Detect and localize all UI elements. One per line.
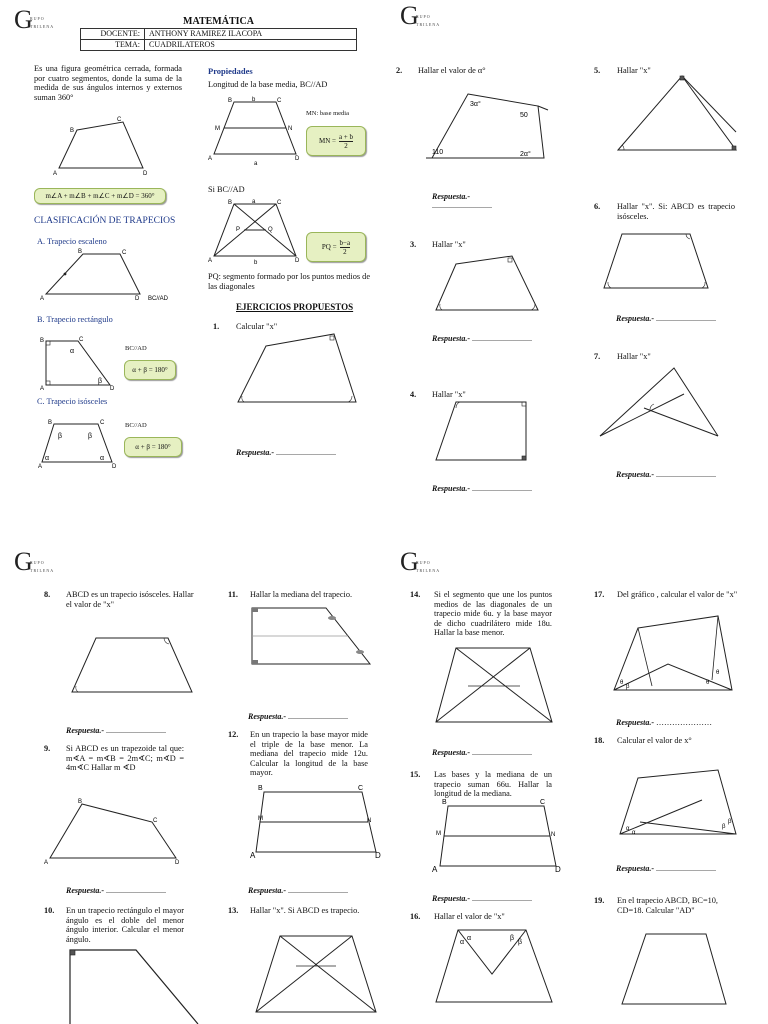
svg-text:N: N xyxy=(551,832,556,838)
page-3 xyxy=(0,512,384,1024)
svg-text:P: P xyxy=(236,227,241,233)
problem-17-text: Del gráfico , calcular el valor de "x" xyxy=(617,590,738,599)
diag-formula: PQ = $\frac{b-a}{2}$ xyxy=(306,232,366,262)
svg-text:D: D xyxy=(175,860,180,866)
properties-title: Propiedades xyxy=(208,66,253,76)
problem-15-answer: Respuesta.- .............................. xyxy=(432,894,532,903)
problem-8-number: 8. xyxy=(44,590,51,599)
problem-9-number: 9. xyxy=(44,744,51,753)
svg-text:2α°: 2α° xyxy=(520,151,531,158)
svg-text:α: α xyxy=(100,455,105,462)
intro-quadrilateral xyxy=(55,112,155,177)
svg-text:a: a xyxy=(254,161,258,167)
problem-16-text: Hallar el valor de "x" xyxy=(434,912,505,921)
svg-text:a: a xyxy=(252,199,256,205)
problem-4-number: 4. xyxy=(410,390,417,399)
svg-text:β: β xyxy=(98,378,103,385)
svg-text:C: C xyxy=(122,250,127,256)
problem-6-text: Hallar "x". Si: ABCD es trapecio isósceles. xyxy=(617,202,735,221)
problem-15-number: 15. xyxy=(410,770,421,779)
svg-text:D: D xyxy=(295,156,300,162)
problem-18-figure xyxy=(618,768,742,848)
problem-3-number: 3. xyxy=(410,240,417,249)
svg-text:B: B xyxy=(228,200,233,206)
problem-14-figure xyxy=(434,642,556,724)
svg-text:A: A xyxy=(208,258,213,264)
problem-17-answer: Respuesta.- ………………… xyxy=(616,718,712,727)
svg-text:B: B xyxy=(258,785,263,792)
svg-text:BC//AD: BC//AD xyxy=(148,296,169,302)
group-logo: G RUPO TRILENA xyxy=(14,547,55,576)
svg-text:B: B xyxy=(78,249,83,255)
svg-text:b: b xyxy=(252,97,256,103)
isosceles-trapezoid xyxy=(40,418,120,468)
scalene-trapezoid xyxy=(40,248,180,303)
teacher-name: ANTHONY RAMIREZ ILACOPA xyxy=(145,29,357,40)
svg-text:M: M xyxy=(215,126,220,132)
problem-4-text: Hallar "x" xyxy=(432,390,466,399)
problem-5-figure xyxy=(614,72,744,154)
problem-2-answer: Respuesta.- .............................. xyxy=(432,192,492,210)
problem-11-figure xyxy=(250,606,380,668)
svg-text:D: D xyxy=(135,296,140,302)
problem-6-figure xyxy=(602,232,712,292)
header-table xyxy=(80,28,357,51)
problem-16-figure xyxy=(434,924,558,1004)
problem-3-text: Hallar "x" xyxy=(432,240,466,249)
problem-9-answer: Respuesta.- .............................. xyxy=(66,886,166,895)
svg-text:D: D xyxy=(375,851,381,860)
iso-formula: α + β = 180° xyxy=(124,437,182,457)
problem-11-number: 11. xyxy=(228,590,238,599)
problem-2-text: Hallar el valor de α° xyxy=(418,66,486,75)
problem-10-number: 10. xyxy=(44,906,55,915)
problem-16-number: 16. xyxy=(410,912,421,921)
problem-11-text: Hallar la mediana del trapecio. xyxy=(250,590,353,599)
problem-3-figure xyxy=(434,254,544,312)
svg-text:α: α xyxy=(70,348,75,355)
svg-text:110: 110 xyxy=(432,149,444,156)
problem-5-number: 5. xyxy=(594,66,601,75)
svg-text:β: β xyxy=(518,939,523,946)
svg-text:D: D xyxy=(110,386,115,392)
problem-12-figure xyxy=(252,780,384,860)
svg-text:β: β xyxy=(626,684,630,690)
svg-text:α: α xyxy=(45,455,50,462)
svg-text:A: A xyxy=(432,865,438,874)
svg-text:M: M xyxy=(258,816,263,822)
problem-12-text: En un trapecio la base mayor mide el triple de la base menor. La mediana del trapecio mide 12u. Calcular la longitud de la base mayor. xyxy=(250,730,368,778)
problem-6-answer: Respuesta.- .............................. xyxy=(616,314,716,323)
group-logo: G RUPO TRILENA xyxy=(400,1,441,30)
page-1 xyxy=(0,0,384,512)
classification-title: CLASIFICACIÓN DE TRAPECIOS xyxy=(34,216,176,226)
problem-2-figure xyxy=(426,88,556,163)
svg-text:C: C xyxy=(117,117,122,123)
svg-text:β: β xyxy=(722,824,726,830)
rect-parallel: BC//AD xyxy=(125,345,147,352)
header-title: MATEMÁTICA xyxy=(183,16,254,27)
page-2 xyxy=(384,0,768,512)
svg-text:D: D xyxy=(112,464,117,470)
intro-text: Es una figura geométrica cerrada, formada por cuatro segmentos, donde la suma de la medida de sus ángulos internos y externos suman 360° xyxy=(34,64,182,102)
exercises-title: EJERCICIOS PROPUESTOS xyxy=(236,302,354,312)
problem-13-number: 13. xyxy=(228,906,239,915)
svg-text:N: N xyxy=(367,818,372,824)
topic-label: TEMA: xyxy=(81,40,145,51)
median-formula: MN = $\frac{a + b}{2}$ xyxy=(306,126,366,156)
svg-text:B: B xyxy=(228,98,233,104)
problem-4-answer: Respuesta.- .............................. xyxy=(432,484,532,493)
svg-text:α: α xyxy=(467,935,472,942)
iso-parallel: BC//AD xyxy=(125,422,147,429)
problem-7-figure xyxy=(598,362,728,442)
problem-18-number: 18. xyxy=(594,736,605,745)
svg-text:A: A xyxy=(40,296,45,302)
svg-text:B: B xyxy=(78,799,83,805)
topic-name: CUADRILATEROS xyxy=(145,40,357,51)
svg-text:C: C xyxy=(277,98,282,104)
diagonal-trapezoid xyxy=(206,198,306,266)
problem-8-answer: Respuesta.- .............................. xyxy=(66,726,166,735)
problem-1-text: Calcular "x" xyxy=(236,322,278,331)
problem-4-figure xyxy=(434,400,534,462)
type-rectangulo-label: B. Trapecio rectángulo xyxy=(37,315,113,324)
svg-text:B: B xyxy=(70,128,75,134)
problem-10-text: En un trapecio rectángulo el mayor ángulo es el doble del menor ángulo interior. Calcular el menor ángulo. xyxy=(66,906,184,944)
problem-1-number: 1. xyxy=(213,322,220,331)
diag-note: PQ: segmento formado por los puntos medios de las diagonales xyxy=(208,272,371,291)
problem-11-answer: Respuesta.- .............................. xyxy=(248,712,348,721)
svg-text:B: B xyxy=(442,799,447,806)
svg-text:θ: θ xyxy=(706,680,710,686)
svg-text:β: β xyxy=(728,819,732,825)
svg-text:D: D xyxy=(143,171,148,177)
svg-text:α: α xyxy=(460,939,465,946)
svg-text:b: b xyxy=(254,260,258,266)
problem-2-number: 2. xyxy=(396,66,403,75)
problem-8-figure xyxy=(68,636,198,696)
problem-18-text: Calcular el valor de x° xyxy=(617,736,692,745)
svg-text:A: A xyxy=(44,860,49,866)
problem-13-text: Hallar "x". Si ABCD es trapecio. xyxy=(250,906,360,915)
problem-9-figure xyxy=(44,794,184,864)
svg-text:Q: Q xyxy=(268,227,273,233)
problem-6-number: 6. xyxy=(594,202,601,211)
svg-text:B: B xyxy=(40,338,45,344)
problem-7-text: Hallar "x" xyxy=(617,352,651,361)
median-note: MN: base media xyxy=(306,110,349,117)
svg-text:α: α xyxy=(626,826,630,832)
svg-text:B: B xyxy=(48,420,53,426)
median-trapezoid xyxy=(206,96,306,166)
svg-text:θ: θ xyxy=(716,670,720,676)
svg-text:A: A xyxy=(53,171,58,177)
group-logo: G RUPO TRILENA xyxy=(400,547,441,576)
problem-7-answer: Respuesta.- .............................. xyxy=(616,470,716,479)
svg-text:D: D xyxy=(555,865,561,874)
svg-text:A: A xyxy=(40,386,45,392)
problem-18-answer: Respuesta.- .............................. xyxy=(616,864,716,873)
svg-text:C: C xyxy=(79,337,84,343)
problem-1-answer: Respuesta.- .............................. xyxy=(236,448,336,457)
problem-1-figure xyxy=(236,332,356,404)
svg-text:α: α xyxy=(632,830,636,836)
svg-text:3α°: 3α° xyxy=(470,101,481,108)
problem-19-text: En el trapecio ABCD, BC=10, CD=18. Calcular "AD" xyxy=(617,896,719,915)
svg-text:A: A xyxy=(38,464,43,470)
svg-text:N: N xyxy=(288,126,293,132)
problem-5-text: Hallar "x" xyxy=(617,66,651,75)
median-text: Longitud de la base media, BC//AD xyxy=(208,80,328,89)
problem-3-answer: Respuesta.- .............................. xyxy=(432,334,532,343)
problem-9-text: Si ABCD es un trapezoide tal que: m∢A = m∢B = 2m∢C; m∢D = 4m∢C Hallar m ∢D xyxy=(66,744,184,773)
problem-14-text: Si el segmento que une los puntos medios de las diagonales de un trapecio mide 6u. y la base mayor de dicho cuadrilátero mide 18u. Hallar la base menor. xyxy=(434,590,552,638)
type-escaleno-label: A. Trapecio escaleno xyxy=(37,237,107,246)
problem-15-text: Las bases y la mediana de un trapecio suman 66u. Hallar la longitud de la mediana. xyxy=(434,770,552,799)
problem-10-figure xyxy=(68,948,208,1024)
svg-text:A: A xyxy=(208,156,213,162)
svg-text:β: β xyxy=(510,935,515,942)
teacher-label: DOCENTE: xyxy=(81,29,145,40)
svg-text:C: C xyxy=(277,200,282,206)
problem-12-answer: Respuesta.- .............................. xyxy=(248,886,348,895)
problem-14-answer: Respuesta.- .............................. xyxy=(432,748,532,757)
problem-17-number: 17. xyxy=(594,590,605,599)
rect-formula: α + β = 180° xyxy=(124,360,176,380)
problem-12-number: 12. xyxy=(228,730,239,739)
page-4 xyxy=(384,512,768,1024)
problem-7-number: 7. xyxy=(594,352,601,361)
svg-text:θ: θ xyxy=(620,680,624,686)
type-isosceles-label: C. Trapecio isósceles xyxy=(37,397,108,406)
group-logo: G RUPO TRILENA xyxy=(14,5,55,34)
svg-text:C: C xyxy=(358,785,364,792)
problem-17-figure xyxy=(612,612,736,694)
problem-19-figure xyxy=(620,932,730,1012)
problem-8-text: ABCD es un trapecio isósceles. Hallar el valor de "x" xyxy=(66,590,194,609)
svg-text:D: D xyxy=(295,258,300,264)
right-trapezoid xyxy=(40,335,120,390)
svg-text:β: β xyxy=(88,433,93,440)
diag-text: Si BC//AD xyxy=(208,185,245,194)
angle-sum-formula: m∠A + m∠B + m∠C + m∠D = 360° xyxy=(34,188,166,204)
problem-19-number: 19. xyxy=(594,896,605,905)
svg-text:50: 50 xyxy=(520,112,528,119)
problem-14-number: 14. xyxy=(410,590,421,599)
svg-text:C: C xyxy=(153,818,158,824)
svg-text:C: C xyxy=(540,799,546,806)
svg-text:A: A xyxy=(250,851,256,860)
svg-text:β: β xyxy=(58,433,63,440)
svg-text:C: C xyxy=(100,420,105,426)
svg-text:M: M xyxy=(436,831,441,837)
problem-15-figure xyxy=(434,798,564,874)
problem-13-figure xyxy=(252,932,382,1018)
